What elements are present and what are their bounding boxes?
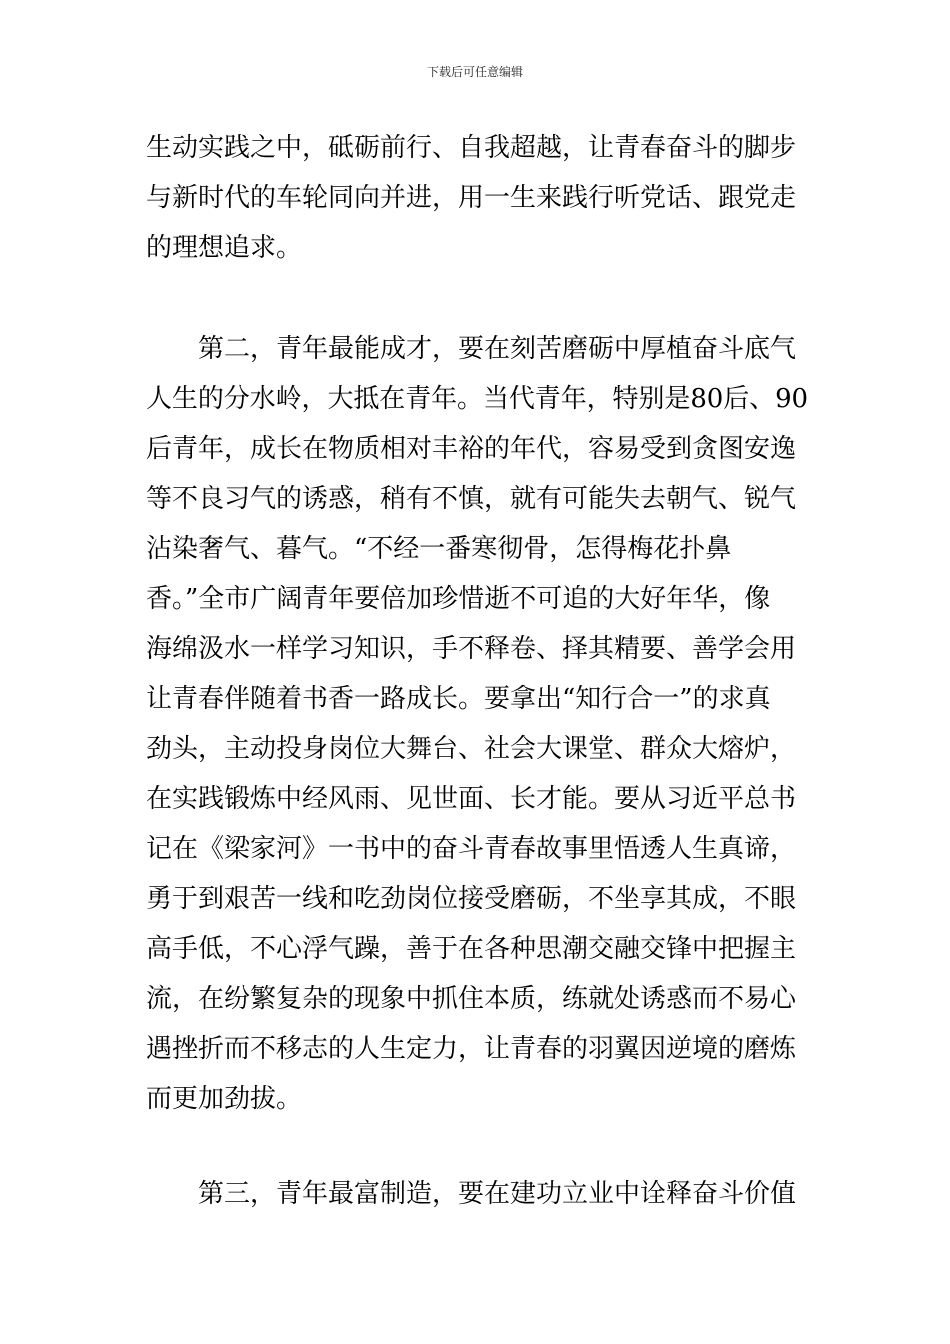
text-line: 与新时代的车轮同向并进，用一生来践行听党话、跟党走 bbox=[146, 183, 797, 213]
paragraph-heading: 第三，青年最富制造，要在建功立业中诠释奋斗价值 bbox=[198, 1179, 797, 1209]
text-line: 遇挫折而不移志的人生定力，让青春的羽翼因逆境的磨炼 bbox=[146, 1034, 797, 1064]
text-line: 沾染奢气、暮气。“不经一番寒彻骨，怎得梅花扑鼻 bbox=[146, 534, 732, 564]
text-line: 海绵汲水一样学习知识，手不释卷、择其精要、善学会用 bbox=[146, 634, 797, 664]
text-line: 流，在纷繁复杂的现象中抓住本质，练就处诱惑而不易心 bbox=[146, 984, 797, 1014]
text-line: 人生的分水岭，大抵在青年。当代青年，特别是80后、90 bbox=[146, 384, 809, 414]
text-line: 高手低，不心浮气躁，善于在各种思潮交融交锋中把握主 bbox=[146, 934, 797, 964]
text-line: 等不良习气的诱惑，稍有不慎，就有可能失去朝气、锐气 bbox=[146, 484, 797, 514]
text-line: 香。”全市广阔青年要倍加珍惜逝不可追的大好年华，像 bbox=[146, 584, 771, 614]
text-line: 勇于到艰苦一线和吃劲岗位接受磨砺，不坐享其成，不眼 bbox=[146, 884, 797, 914]
text-line: 在实践锻炼中经风雨、见世面、长才能。要从习近平总书 bbox=[146, 784, 797, 814]
text-line: 记在《梁家河》一书中的奋斗青春故事里悟透人生真谛， bbox=[146, 834, 797, 864]
paragraph-heading: 第二，青年最能成才，要在刻苦磨砺中厚植奋斗底气 bbox=[198, 334, 797, 364]
text-line: 后青年，成长在物质相对丰裕的年代，容易受到贪图安逸 bbox=[146, 434, 797, 464]
page-header: 下载后可任意编辑 bbox=[426, 65, 523, 79]
text-line: 让青春伴随着书香一路成长。要拿出“知行合一”的求真 bbox=[146, 684, 771, 714]
text-line: 的理想追求。 bbox=[146, 233, 303, 263]
text-line: 生动实践之中，砥砺前行、自我超越，让青春奋斗的脚步 bbox=[146, 133, 797, 163]
text-line: 而更加劲拔。 bbox=[146, 1084, 303, 1114]
text-line: 劲头，主动投身岗位大舞台、社会大课堂、群众大熔炉， bbox=[146, 734, 797, 764]
